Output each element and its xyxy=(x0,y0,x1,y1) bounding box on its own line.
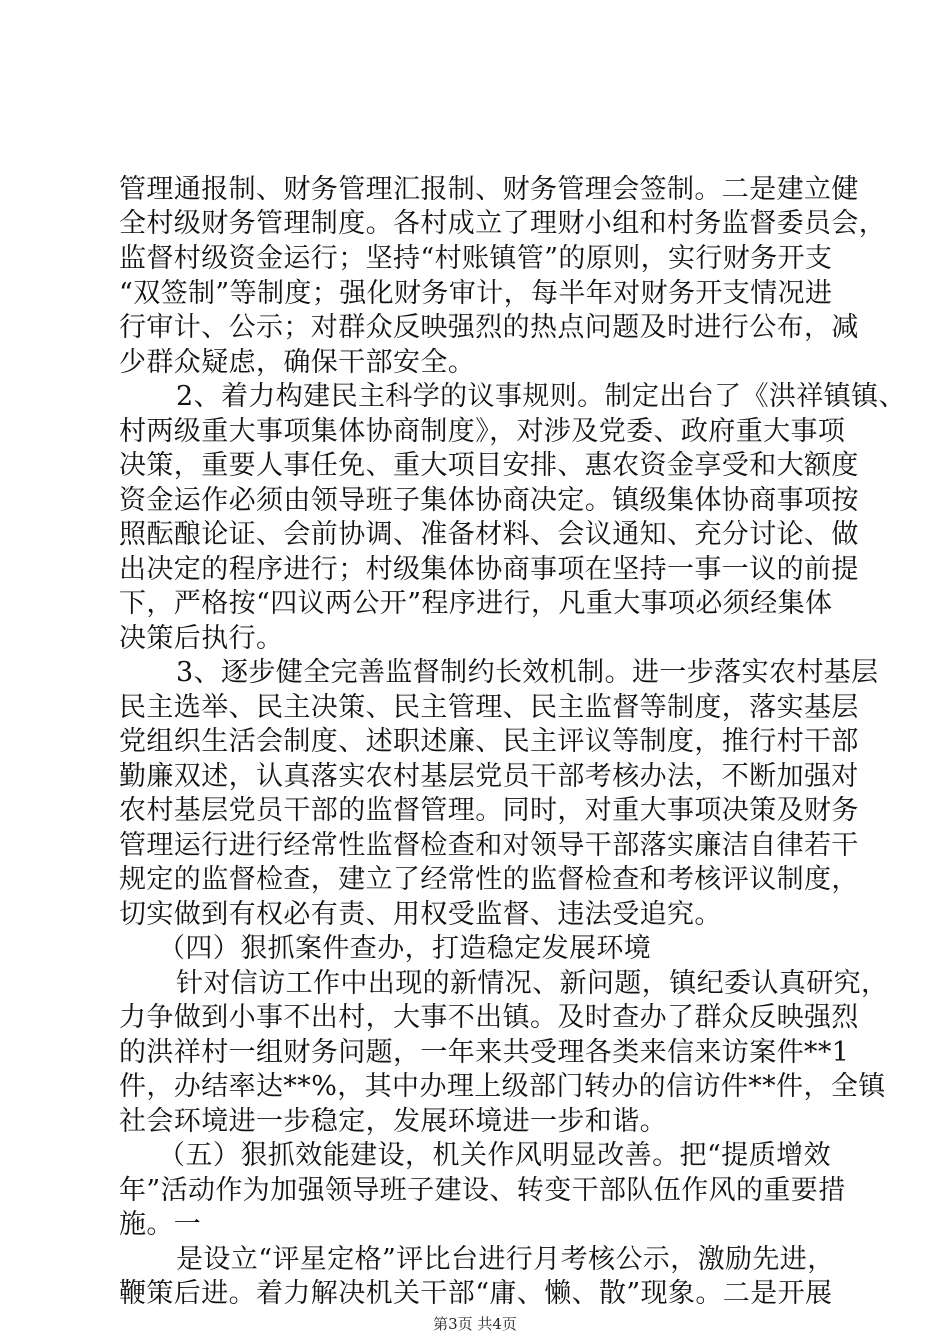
text-line: 管理运行进行经常性监督检查和对领导干部落实廉洁自律若干 xyxy=(119,830,859,861)
text-line: 鞭策后进。着力解决机关干部“庸、懒、散”现象。二是开展 xyxy=(119,1278,833,1309)
text-line: 件，办结率达**%，其中办理上级部门转办的信访件**件，全镇 xyxy=(119,1071,886,1102)
text-line: （五）狠抓效能建设，机关作风明显改善。把“提质增效 xyxy=(158,1140,831,1171)
text-line: 全村级财务管理制度。各村成立了理财小组和村务监督委员会， xyxy=(119,208,887,239)
text-line: 是设立“评星定格”评比台进行月考核公示，激励先进， xyxy=(176,1244,835,1275)
text-line: 少群众疑虑，确保干部安全。 xyxy=(119,347,476,378)
text-line: 民主选举、民主决策、民主管理、民主监督等制度，落实基层 xyxy=(119,692,859,723)
text-line: 施。一 xyxy=(119,1209,202,1240)
text-line: 资金运作必须由领导班子集体协商决定。镇级集体协商事项按 xyxy=(119,485,859,516)
page-number-footer: 第3页 共4页 xyxy=(433,1315,517,1333)
text-line: 的洪祥村一组财务问题，一年来共受理各类来信来访案件**1 xyxy=(119,1037,850,1068)
text-line: 决策后执行。 xyxy=(119,623,284,654)
section-heading: （四）狠抓案件查办，打造稳定发展环境 xyxy=(158,933,652,964)
text-line: 切实做到有权必有责、用权受监督、违法受追究。 xyxy=(119,899,722,930)
text-line: 年”活动作为加强领导班子建设、转变干部队伍作风的重要措 xyxy=(119,1175,846,1206)
text-line: 下，严格按“四议两公开”程序进行，凡重大事项必须经集体 xyxy=(119,588,833,619)
text-line: 针对信访工作中出现的新情况、新问题，镇纪委认真研究， xyxy=(176,968,889,999)
text-line: 决策，重要人事任免、重大项目安排、惠农资金享受和大额度 xyxy=(119,450,859,481)
text-line: 村两级重大事项集体协商制度》，对涉及党委、政府重大事项 xyxy=(119,416,846,447)
text-line: 勤廉双述，认真落实农村基层党员干部考核办法，不断加强对 xyxy=(119,761,859,792)
text-line: “双签制”等制度；强化财务审计，每半年对财务开支情况进 xyxy=(119,278,833,309)
text-line: 3、逐步健全完善监督制约长效机制。进一步落实农村基层 xyxy=(176,657,879,688)
text-line: 照酝酿论证、会前协调、准备材料、会议通知、充分讨论、做 xyxy=(119,519,859,550)
text-line: 力争做到小事不出村，大事不出镇。及时查办了群众反映强烈 xyxy=(119,1002,859,1033)
text-line: 社会环境进一步稳定，发展环境进一步和谐。 xyxy=(119,1106,667,1137)
text-line: 农村基层党员干部的监督管理。同时，对重大事项决策及财务 xyxy=(119,795,859,826)
text-line: 2、着力构建民主科学的议事规则。制定出台了《洪祥镇镇、 xyxy=(176,381,906,412)
text-line: 行审计、公示；对群众反映强烈的热点问题及时进行公布，减 xyxy=(119,312,859,343)
text-line: 党组织生活会制度、述职述廉、民主评议等制度，推行村干部 xyxy=(119,726,859,757)
text-line: 管理通报制、财务管理汇报制、财务管理会签制。二是建立健 xyxy=(119,174,859,205)
text-line: 出决定的程序进行；村级集体协商事项在坚持一事一议的前提 xyxy=(119,554,859,585)
text-line: 规定的监督检查，建立了经常性的监督检查和考核评议制度， xyxy=(119,864,859,895)
text-line: 监督村级资金运行；坚持“村账镇管”的原则，实行财务开支 xyxy=(119,243,833,274)
